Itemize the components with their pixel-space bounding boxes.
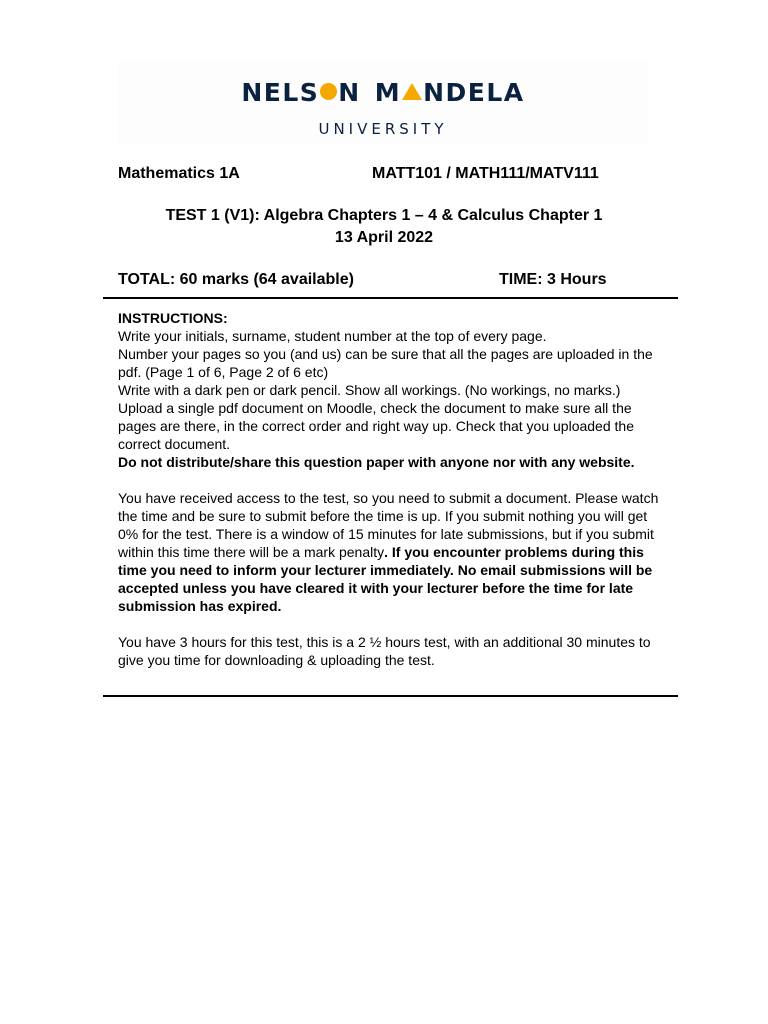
instructions-block — [118, 309, 663, 669]
logo-sun-dot-icon — [320, 83, 337, 100]
logo-text-mandela-end: NDELA — [423, 78, 525, 107]
logo-text-mandela-start: M — [374, 78, 402, 107]
instruction-line: Write your initials, surname, student number at the top of every page. — [118, 328, 547, 344]
test-time: TIME: 3 Hours — [499, 271, 607, 288]
submission-paragraph — [118, 489, 663, 615]
logo-triangle-icon — [402, 83, 422, 100]
instructions-heading: INSTRUCTIONS: — [118, 310, 228, 326]
submission-text: You have received access to the test, so you need to submit a document. Please watch the time and be sure to submit before the time is up. If you submit nothing you will get 0% for the test. There is a window of 15 minutes for late submissions, but if you submit within this time there will be a mark penalty — [118, 490, 659, 560]
university-logo — [118, 62, 648, 144]
logo-text-nelson-start: NELS — [241, 78, 320, 107]
distribution-warning: Do not distribute/share this question paper with anyone nor with any website. — [118, 454, 635, 470]
logo-text-nelson-end: N — [338, 78, 361, 107]
bottom-divider — [103, 695, 678, 697]
test-title: TEST 1 (V1): Algebra Chapters 1 – 4 & Calculus Chapter 1 — [165, 207, 603, 224]
course-codes: MATT101 / MATH111/MATV111 — [372, 165, 599, 182]
instruction-line: Number your pages so you (and us) can be sure that all the pages are uploaded in the pdf. (Page 1 of 6, Page 2 of 6 etc) — [118, 346, 653, 380]
instruction-line: Write with a dark pen or dark pencil. Show all workings. (No workings, no marks.) — [118, 382, 621, 398]
instruction-line: Upload a single pdf document on Moodle, check the document to make sure all the pages are there, in the correct order and right way up. Check that you uploaded the correct document. — [118, 400, 634, 452]
course-name: Mathematics 1A — [118, 165, 240, 182]
submission-bold-text: . If you encounter problems during this time you need to inform your lecturer immediately. No email submissions will be accepted unless you have cleared it with your lecturer before the time for late submission has expired. — [118, 544, 653, 614]
logo-subtitle: UNIVERSITY — [318, 120, 448, 138]
total-marks: TOTAL: 60 marks (64 available) — [118, 271, 354, 288]
top-divider — [103, 297, 678, 299]
duration-paragraph: You have 3 hours for this test, this is a 2 ½ hours test, with an additional 30 minutes to give you time for downloading & uploading the test. — [118, 634, 651, 668]
test-date: 13 April 2022 — [334, 229, 434, 246]
logo-wordmark — [118, 78, 648, 107]
